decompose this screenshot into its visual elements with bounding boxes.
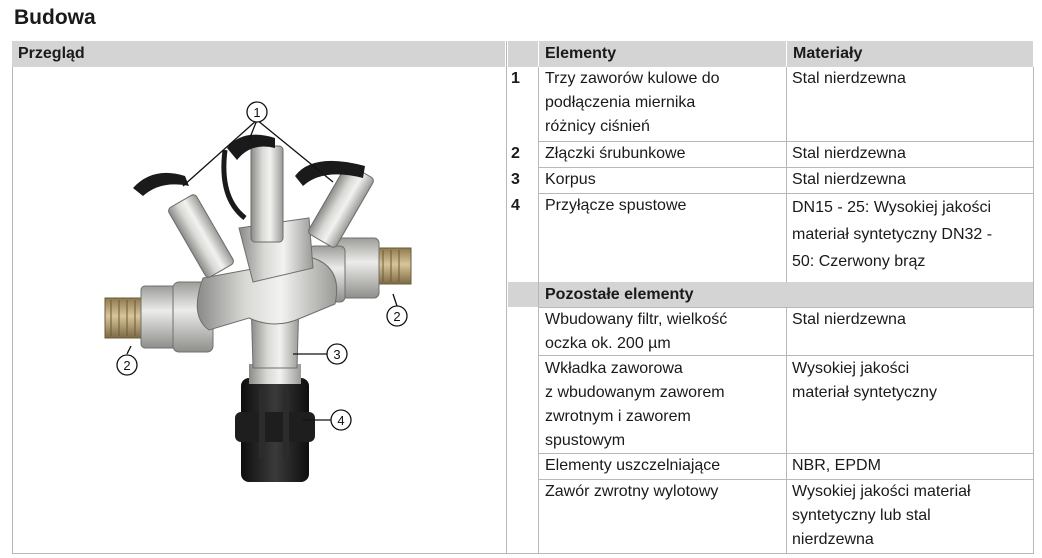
- material-cell: Wysokiej jakości materiał syntetyczny: [792, 360, 937, 401]
- element-cell: Zawór zwrotny wylotowy: [545, 483, 719, 500]
- elements-column-header: Elementy: [539, 41, 786, 67]
- callout-2-right: [387, 306, 407, 326]
- element-cell: Trzy zaworów kulowe do podłączenia miernika różnicy ciśnień: [545, 70, 720, 135]
- callout-1: [247, 102, 267, 122]
- mat-col-divider-top: [786, 67, 787, 283]
- svg-text:1: 1: [253, 105, 261, 120]
- callout-2-left: [117, 355, 137, 375]
- row-number: 3: [511, 171, 520, 188]
- material-cell: Wysokiej jakości materiał syntetyczny lub stal nierdzewna: [792, 483, 971, 548]
- row-number: 1: [511, 70, 520, 87]
- ball-valve-center: [224, 135, 283, 242]
- materials-column-header: Materiały: [787, 41, 1033, 67]
- element-cell: Przyłącze spustowe: [545, 197, 687, 214]
- element-cell: Złączki śrubunkowe: [545, 145, 686, 162]
- material-cell: Stal nierdzewna: [792, 145, 906, 162]
- overview-header: Przegląd: [12, 41, 505, 67]
- svg-text:4: 4: [337, 413, 345, 428]
- element-cell: Wbudowany filtr, wielkość oczka ok. 200 µm: [545, 311, 728, 352]
- table-left-divider: [506, 41, 507, 553]
- row-number: 4: [511, 197, 520, 214]
- callout-3: [327, 344, 347, 364]
- row-divider: [539, 167, 1033, 168]
- callout-4: [331, 410, 351, 430]
- num-col-divider: [538, 67, 539, 553]
- row-number: 2: [511, 145, 520, 162]
- section-title: Budowa: [14, 6, 96, 29]
- material-cell: Stal nierdzewna: [792, 171, 906, 188]
- valve-illustration: [13, 68, 505, 552]
- svg-text:2: 2: [123, 358, 131, 373]
- element-cell: Korpus: [545, 171, 596, 188]
- num-column-header: [508, 41, 538, 67]
- element-cell: Elementy uszczelniające: [545, 457, 721, 474]
- other-components-header: Pozostałe elementy: [539, 282, 1033, 307]
- element-cell: Wkładka zaworowa z wbudowanym zaworem zwrotnym i zaworem spustowym: [545, 360, 725, 449]
- table-bottom-border: [12, 553, 1034, 554]
- subheader-num-cell: [508, 282, 538, 307]
- material-cell: DN15 - 25: Wysokiej jakości materiał syntetyczny DN32 - 50: Czerwony brąz: [792, 199, 993, 270]
- left-union: [105, 282, 213, 352]
- material-cell: Stal nierdzewna: [792, 70, 906, 87]
- svg-text:3: 3: [333, 347, 341, 362]
- mat-col-divider-bottom: [786, 307, 787, 553]
- table-right-border: [1033, 67, 1034, 553]
- material-cell: NBR, EPDM: [792, 457, 881, 474]
- material-cell: Stal nierdzewna: [792, 311, 906, 328]
- svg-text:2: 2: [393, 309, 401, 324]
- ball-valve-left: [133, 173, 235, 279]
- drain-connection: [235, 364, 315, 482]
